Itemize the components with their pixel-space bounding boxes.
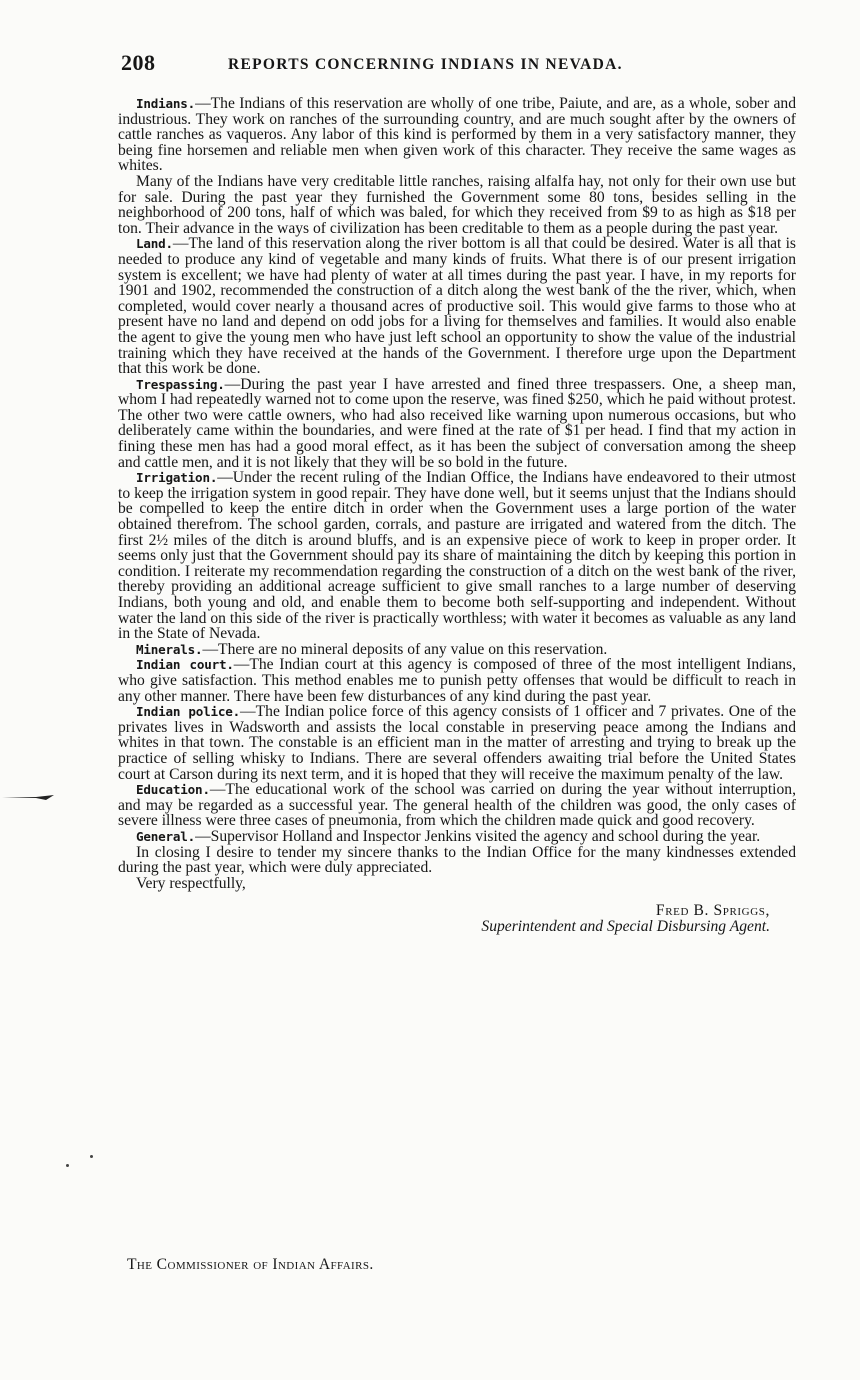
section-heading: Irrigation. <box>136 470 218 486</box>
paragraph-ranches <box>118 174 796 236</box>
paragraph-education <box>118 782 796 829</box>
paper-speck <box>66 1164 69 1167</box>
running-title: REPORTS CONCERNING INDIANS IN NEVADA. <box>228 56 623 73</box>
addressee: The Commissioner of Indian Affairs. <box>127 1256 374 1273</box>
section-heading: Education. <box>136 782 210 798</box>
signature-block <box>118 903 796 934</box>
signer-title: Superintendent and Special Disbursing Agent. <box>481 917 770 935</box>
paragraph-land <box>118 236 796 376</box>
paragraph-text: —The Indians of this reservation are wholly of one tribe, Paiute, and are, as a whole, sober and industrious. They work on ranches of the surrounding country, and are much sought after by the owners of cattle ranches as vaqueros. Any labor of this kind is performed by them in a very satisfactory manner, they being fine horsemen and reliable men when given work of this character. They receive the same wages as whites. <box>118 95 796 175</box>
margin-arrow-mark <box>2 793 54 801</box>
section-heading: Indian court. <box>136 657 234 673</box>
paragraph-indian-court <box>118 657 796 704</box>
paragraph-text: —The Indian court at this agency is composed of three of the most intelligent Indians, who give satisfaction. This method enables me to punish petty offenses that would be difficult to reach in any other manner. There have been few disturbances of any kind during the past year. <box>118 656 796 705</box>
paragraph-text: —Under the recent ruling of the Indian Office, the Indians have endeavored to their utmost to keep the irrigation system in good repair. They have done well, but it seems unjust that the Indians should be compelled to keep the entire ditch in order when the Government uses a large portion of the water obtained therefrom. The school garden, corrals, and pasture are irrigated and watered from the ditch. The first 2½ miles of the ditch is around bluffs, and is an expensive piece of work to keep in proper order. It seems only just that the Government should pay its share of maintaining the ditch by keeping this portion in condition. I reiterate my recommendation regarding the construction of a ditch on the west bank of the river, thereby providing an additional acreage sufficient to give small ranches to a large number of deserving Indians, both young and old, and enable them to become both self-supporting and independent. Without water the land on this side of the river is practically worthless; with water it becomes as valuable as any land in the State of Nevada. <box>118 469 796 643</box>
report-body <box>118 96 796 934</box>
paragraph-minerals <box>118 642 796 658</box>
paragraph-text: —Supervisor Holland and Inspector Jenkins visited the agency and school during the year. <box>195 827 761 845</box>
section-heading: Indian police. <box>136 704 241 720</box>
paragraph-text: —There are no mineral deposits of any value on this reservation. <box>202 640 608 658</box>
paragraph-text: Many of the Indians have very creditable little ranches, raising alfalfa hay, not only for their own use but for sale. During the past year they furnished the Government some 80 tons, besides selling in the neighborhood of 200 tons, half of which was baled, for which they received from $9 to as high as $18 per ton. Their advance in the ways of civilization has been creditable to them as a people during the past year. <box>118 172 796 237</box>
paragraph-text: —The Indian police force of this agency consists of 1 officer and 7 privates. One of the privates lives in Wadsworth and assists the local constable in preserving peace among the Indians and whites in that town. The constable is an efficient man in the matter of arresting and trying to break up the practice of selling whisky to Indians. There are several offenders awaiting trial before the United States court at Carson during its next term, and it is hoped that they will receive the maximum penalty of the law. <box>118 703 796 783</box>
paragraph-text: —During the past year I have arrested and fined three trespassers. One, a sheep man, whom I had repeatedly warned not to come upon the reserve, was fined $250, which he paid without protest. The other two were cattle owners, who had also received like warning upon numerous occasions, but who deliberately came within the boundaries, and were fined at the rate of $1 per head. I find that my action in fining these men has had a good moral effect, as it has been the subject of conversation among the sheep and cattle men, and it is not likely that they will be so bold in the future. <box>118 375 796 471</box>
paragraph-text: —The land of this reservation along the river bottom is all that could be desired. Water is all that is needed to produce any kind of vegetable and many kinds of fruits. What there is of our present irrigation system is excellent; we have had plenty of water at all times during the past year. I have, in my reports for 1901 and 1902, recommended the construction of a ditch along the west bank of the the river, which, when completed, would cover nearly a thousand acres of productive soil. This would give farms to those who at present have no land and depend on odd jobs for a living for themselves and families. It would also enable the agent to give the young men who have just left school an opportunity to show the value of the industrial training which they have received at the hands of the Government. I therefore urge upon the Department that this work be done. <box>118 235 796 378</box>
salutation: Very respectfully, <box>136 874 246 892</box>
paragraph-general <box>118 829 796 845</box>
paragraph-trespassing <box>118 377 796 471</box>
section-heading: Indians. <box>136 96 196 111</box>
signer-name: Fred B. Spriggs, <box>655 902 770 920</box>
page-number: 208 <box>121 50 156 75</box>
paper-speck <box>90 1155 93 1158</box>
paragraph-text: In closing I desire to tender my sincere thanks to the Indian Office for the many kindnesses extended during the past year, which were duly appreciated. <box>118 843 796 877</box>
section-heading: General. <box>136 828 196 844</box>
paragraph-indian-police <box>118 704 796 782</box>
paragraph-text: —The educational work of the school was carried on during the year without interruption, and may be regarded as a successful year. The general health of the children was good, the only cases of severe illness were three cases of pneumonia, from which the children made quick and good recovery. <box>118 781 796 830</box>
paragraph-irrigation <box>118 470 796 642</box>
section-heading: Trespassing. <box>136 376 225 392</box>
paragraph-indians <box>118 96 796 174</box>
section-heading: Land. <box>136 236 173 252</box>
section-heading: Minerals. <box>136 641 203 657</box>
paragraph-closing <box>118 845 796 876</box>
